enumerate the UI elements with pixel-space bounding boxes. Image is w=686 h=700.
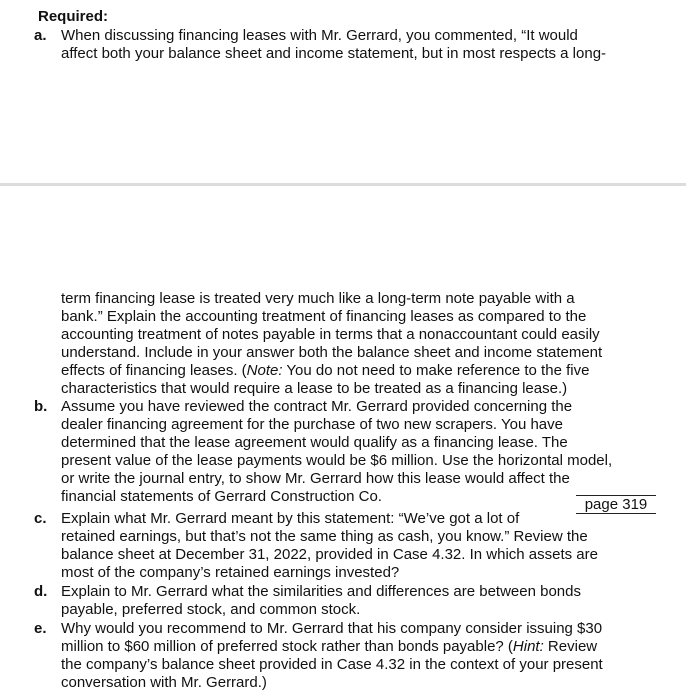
item-b-line: or write the journal entry, to show Mr. Gerrard how this lease would affect the (61, 470, 570, 487)
item-e-hint-line: million to $60 million of preferred stock rather than bonds payable? (Hint: Review (61, 638, 598, 655)
item-a-line: term financing lease is treated very much like a long-term note payable with a (61, 290, 575, 307)
item-e (34, 620, 674, 692)
item-c-line: retained earnings, but that’s not the same thing as cash, you know.” Review the (61, 528, 588, 545)
item-a-line: affect both your balance sheet and income statement, but in most respects a long- (61, 45, 607, 62)
item-d-line: payable, preferred stock, and common stock. (61, 601, 361, 618)
item-a-part1 (34, 27, 674, 63)
item-e-line: conversation with Mr. Gerrard.) (61, 674, 267, 691)
item-a-line: accounting treatment of notes payable in terms that a nonaccountant could easily (61, 326, 600, 343)
note-label: Note: (246, 362, 283, 379)
item-a-line: When discussing financing leases with Mr. Gerrard, you commented, “It would (61, 27, 578, 44)
item-e-line: the company’s balance sheet provided in Case 4.32 in the context of your present (61, 656, 603, 673)
item-c-line: balance sheet at December 31, 2022, provided in Case 4.32. In which assets are (61, 546, 598, 563)
item-b-line: Assume you have reviewed the contract Mr. Gerrard provided concerning the (61, 398, 573, 415)
item-a-note-line: effects of financing leases. (Note: You do not need to make reference to the five (61, 362, 590, 379)
item-c (34, 510, 674, 582)
item-b (34, 398, 674, 506)
item-c-letter: c. (34, 510, 47, 527)
item-b-line: determined that the lease agreement would qualify as a financing lease. The (61, 434, 568, 451)
page-break-divider (0, 183, 686, 186)
item-d-letter: d. (34, 583, 48, 600)
item-a-line: understand. Include in your answer both the balance sheet and income statement (61, 344, 603, 361)
item-d (34, 583, 674, 619)
item-a-part2 (34, 290, 674, 398)
required-heading: Required: (38, 8, 109, 25)
item-b-line: financial statements of Gerrard Construction Co. (61, 488, 382, 505)
hint-label: Hint: (512, 638, 544, 655)
item-a-line: characteristics that would require a lease to be treated as a financing lease.) (61, 380, 568, 397)
item-b-letter: b. (34, 398, 48, 415)
item-a-line: bank.” Explain the accounting treatment of financing leases as compared to the (61, 308, 587, 325)
item-e-line: Why would you recommend to Mr. Gerrard that his company consider issuing $30 (61, 620, 603, 637)
item-e-letter: e. (34, 620, 47, 637)
item-c-line: Explain what Mr. Gerrard meant by this statement: “We’ve got a lot of (61, 510, 520, 527)
item-b-line: dealer financing agreement for the purchase of two new scrapers. You have (61, 416, 563, 433)
item-d-line: Explain to Mr. Gerrard what the similarities and differences are between bonds (61, 583, 581, 600)
item-c-line: most of the company’s retained earnings invested? (61, 564, 400, 581)
item-b-line: present value of the lease payments would be $6 million. Use the horizontal model, (61, 452, 613, 469)
item-a-letter: a. (34, 27, 47, 44)
page-marker: page 319 (576, 495, 656, 514)
